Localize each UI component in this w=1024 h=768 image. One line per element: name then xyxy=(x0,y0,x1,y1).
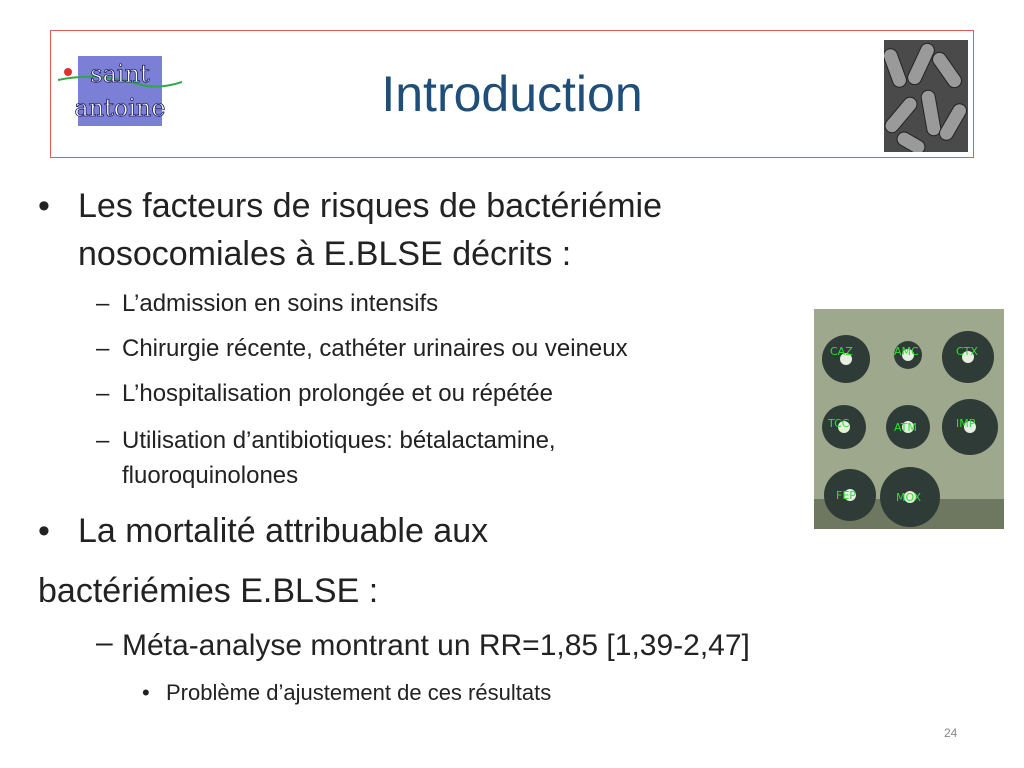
sub-bullet-4-line1: Utilisation d’antibiotiques: bétalactamine, xyxy=(122,427,556,454)
bullet-dot: • xyxy=(38,187,50,225)
plate-label: TCC xyxy=(828,417,850,430)
page-number: 24 xyxy=(944,726,958,740)
plate-label: ATM xyxy=(894,421,917,434)
sub-sub-bullet-1: Problème d’ajustement de ces résultats xyxy=(166,680,552,705)
sub-bullet-2: Chirurgie récente, cathéter urinaires ou veineux xyxy=(122,335,628,362)
dash: – xyxy=(96,335,110,362)
bullet-dot: • xyxy=(38,512,50,550)
bullet-2-line1: La mortalité attribuable aux xyxy=(78,512,489,550)
sub-bullet-3: L’hospitalisation prolongée et ou répétée xyxy=(122,380,553,407)
dash: – xyxy=(96,290,110,317)
dash: – xyxy=(96,380,110,407)
plate-label: CAZ xyxy=(830,345,853,358)
sub-bullet-5: Méta-analyse montrant un RR=1,85 [1,39-2,47] xyxy=(122,629,750,662)
plate-label: IMP xyxy=(956,417,976,430)
bullet-1-line2: nosocomiales à E.BLSE décrits : xyxy=(78,235,572,273)
plate-label: MOX xyxy=(896,491,921,504)
plate-label: AMC xyxy=(894,345,919,358)
sub-bullet-1: L’admission en soins intensifs xyxy=(122,290,439,317)
bullet-1-line1: Les facteurs de risques de bactériémie xyxy=(78,187,662,225)
dash: – xyxy=(96,626,113,659)
sub-bullet-4-line2: fluoroquinolones xyxy=(122,462,299,489)
slide-title: Introduction xyxy=(381,66,643,122)
logo-line2: antoine xyxy=(74,94,166,122)
plate-label: FEP xyxy=(836,489,856,502)
logo-line1: saint xyxy=(90,60,150,88)
plate-label: CTX xyxy=(956,345,978,358)
bullet-dot-small: • xyxy=(142,680,150,705)
dash: – xyxy=(96,427,110,454)
bullet-2-line2: bactériémies E.BLSE : xyxy=(38,572,379,610)
